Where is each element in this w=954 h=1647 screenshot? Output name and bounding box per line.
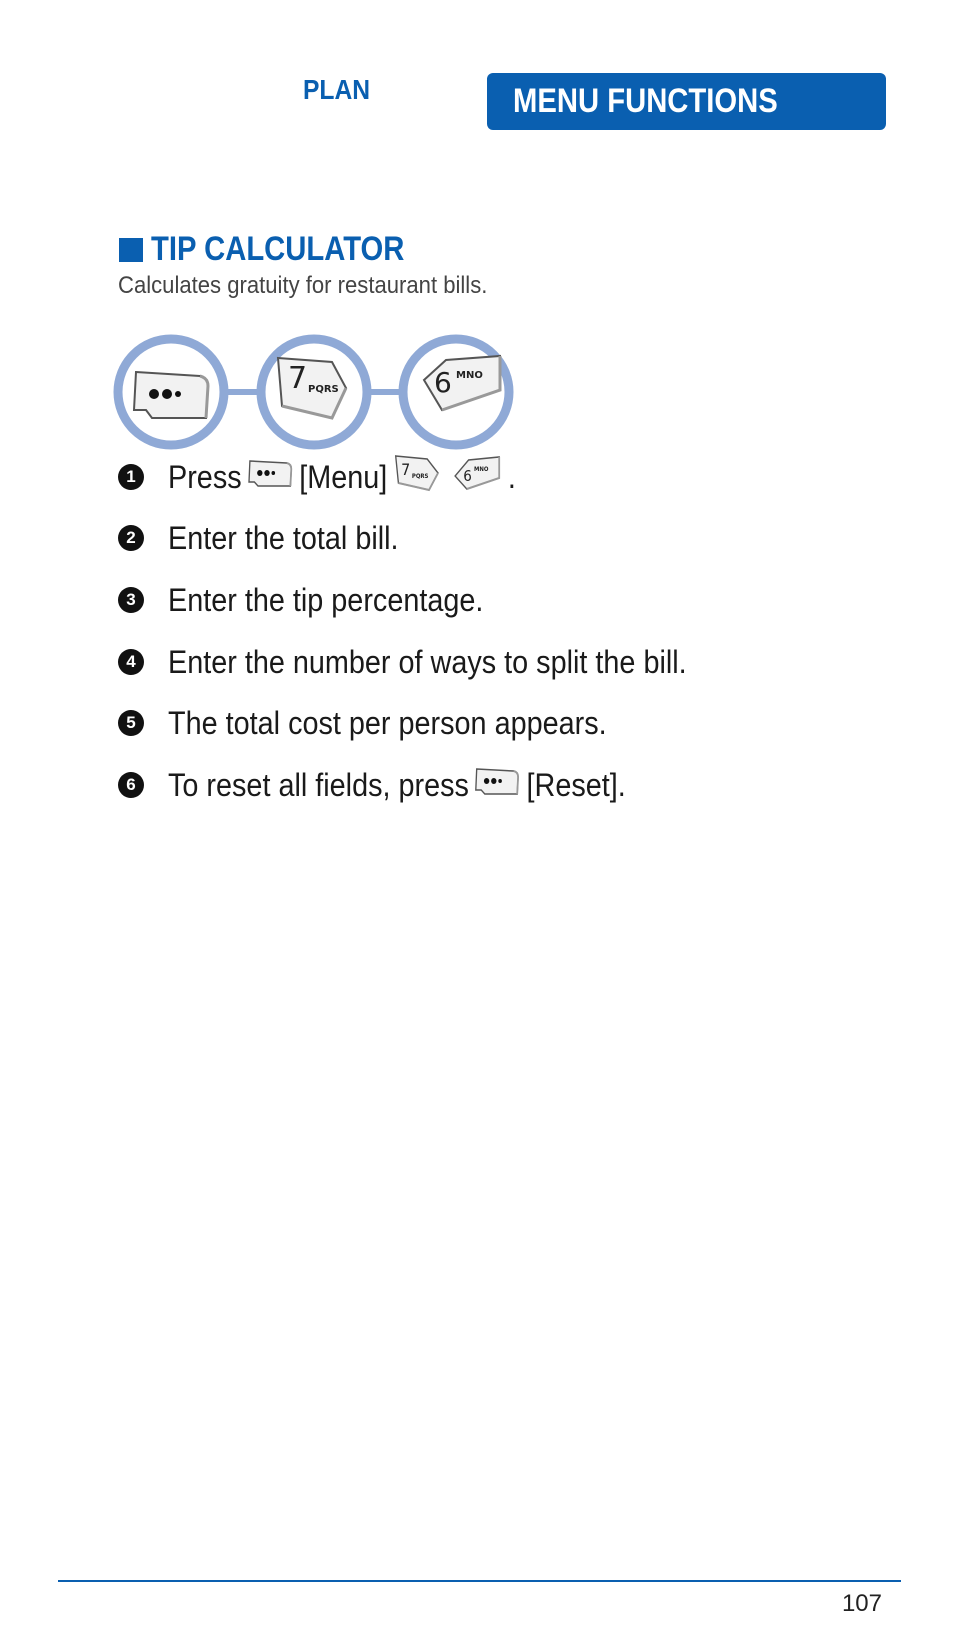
svg-text:6: 6: [462, 468, 472, 486]
menu-softkey-icon: [474, 765, 521, 805]
step-number: 3: [118, 587, 144, 613]
key-6-letters: MNO: [456, 370, 483, 381]
step-text-before: Press: [168, 458, 242, 495]
step-text: [168, 765, 626, 805]
header-tab-label: MENU FUNCTIONS: [513, 82, 778, 120]
step-text-before: To reset all fields, press: [168, 766, 469, 803]
step-item: [118, 701, 655, 745]
step-item: [118, 640, 744, 684]
svg-text:PQRS: PQRS: [411, 473, 429, 481]
step-text: Enter the tip percentage.: [168, 581, 484, 618]
step-text-after: [Menu]: [299, 458, 388, 495]
svg-text:MNO: MNO: [473, 466, 489, 474]
step-item: [118, 578, 518, 622]
key-7-icon: [393, 453, 442, 501]
key-6-icon: [452, 454, 502, 500]
key-7-letters: PQRS: [308, 384, 339, 395]
header-tab: [487, 73, 886, 130]
step-text: Enter the total bill.: [168, 519, 399, 556]
step-text-end: .: [507, 458, 516, 495]
step-number: 4: [118, 649, 144, 675]
menu-softkey-icon: [247, 457, 294, 497]
step-text: Enter the number of ways to split the bill.: [168, 643, 687, 680]
page-number: 107: [841, 1590, 882, 1617]
key-7-digit: 7: [288, 361, 308, 396]
step-number: 1: [118, 464, 144, 490]
key-sequence-diagram: [112, 326, 532, 463]
svg-text:7: 7: [400, 460, 410, 480]
step-number: 5: [118, 710, 144, 736]
step-text: The total cost per person appears.: [168, 704, 607, 741]
step-item: [118, 516, 424, 560]
key-6-digit: 6: [434, 366, 452, 399]
section-title-text: TIP CALCULATOR: [151, 230, 405, 268]
footer-divider: [58, 1580, 901, 1582]
key-7-icon: [278, 358, 346, 418]
step-item: [118, 763, 677, 807]
step-number: 2: [118, 525, 144, 551]
step-number: 6: [118, 772, 144, 798]
header-section-label: PLAN: [303, 74, 371, 105]
step-text-after: [Reset].: [526, 766, 626, 803]
step-item: [118, 455, 555, 499]
section-description: Calculates gratuity for restaurant bills.: [118, 272, 488, 299]
square-bullet-icon: [119, 238, 143, 262]
step-text: [168, 453, 516, 501]
section-title: [119, 230, 446, 269]
